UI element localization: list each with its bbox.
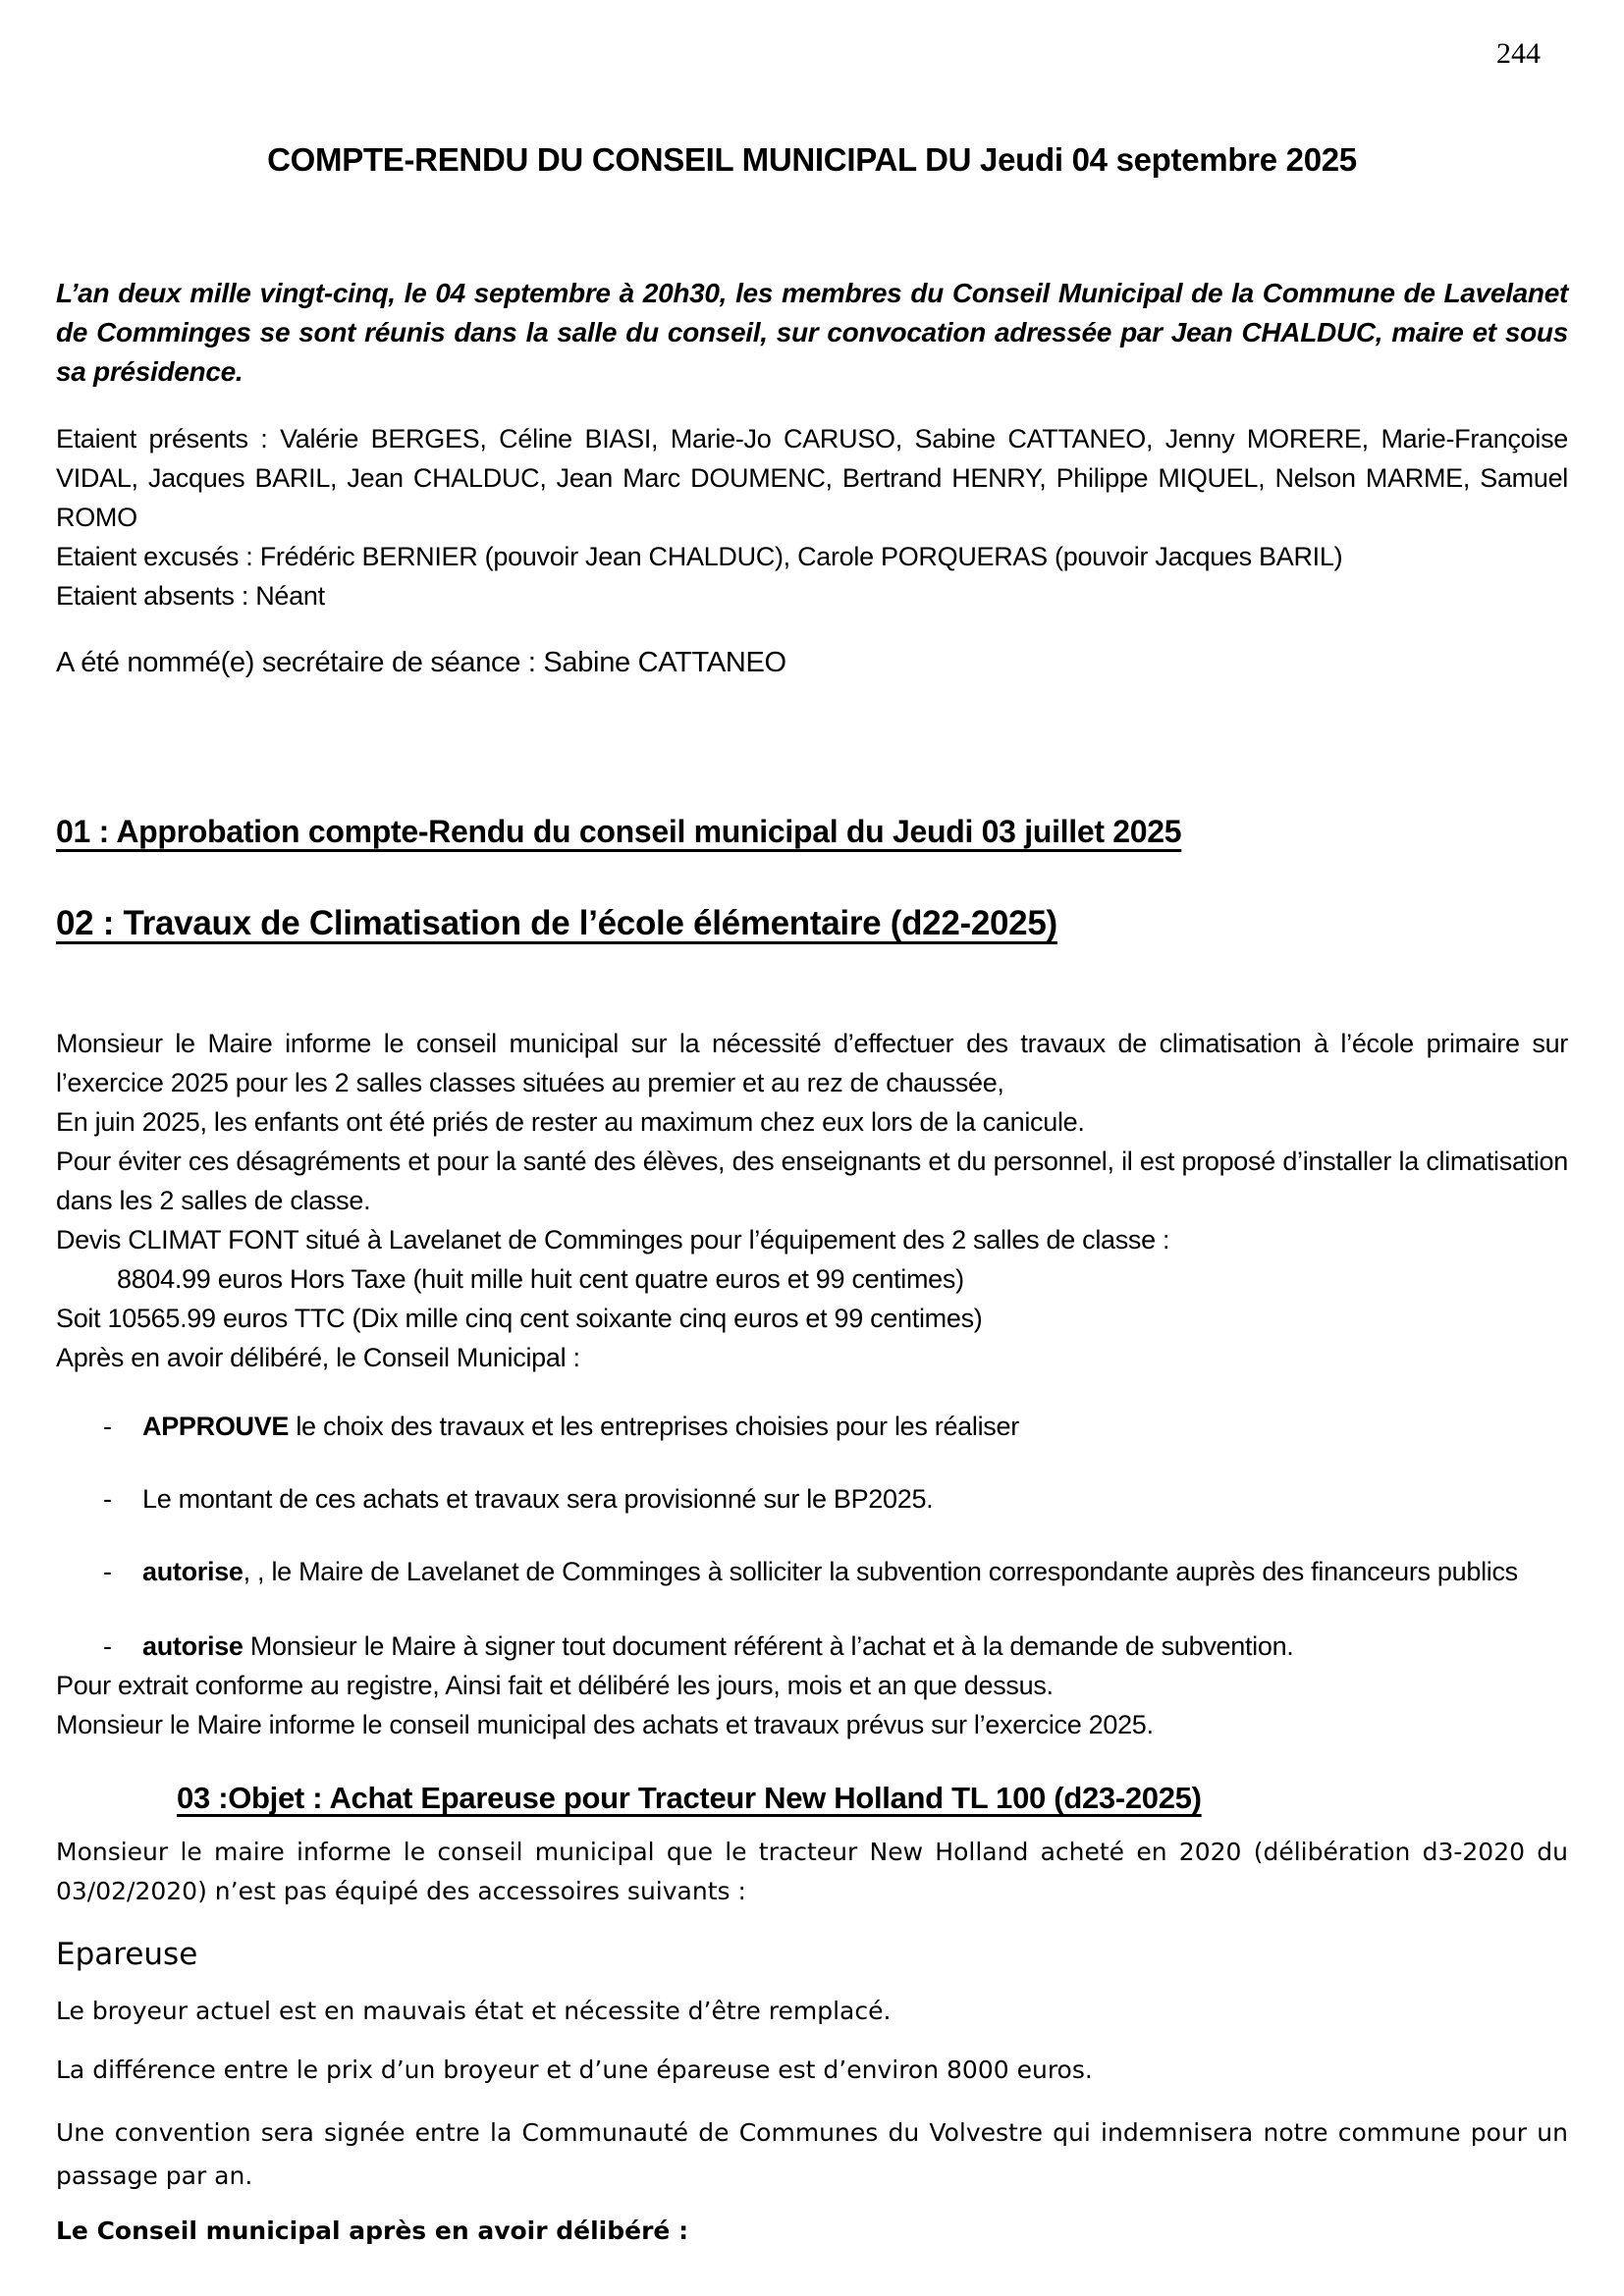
s02-closing-achats: Monsieur le Maire informe le conseil municipal des achats et travaux prévus sur l’exercice 2025. bbox=[56, 1710, 1154, 1739]
bullet-bold-lead: APPROUVE bbox=[142, 1412, 290, 1441]
s02-amount-ttc: Soit 10565.99 euros TTC (Dix mille cinq cent soixante cinq euros et 99 centimes) bbox=[56, 1304, 983, 1333]
document-title: COMPTE-RENDU DU CONSEIL MUNICIPAL DU Jeudi 04 septembre 2025 bbox=[267, 141, 1357, 178]
s02-closing-block bbox=[56, 1666, 1568, 1744]
s02-quote-block bbox=[56, 1220, 1568, 1377]
s02-paragraph-necessity: Monsieur le Maire informe le conseil municipal sur la nécessité d’effectuer des travaux de climatisation à l’école primaire sur l’exercice 2025 pour les 2 salles classes situées au premier et au rez de chaussée, bbox=[56, 1029, 1568, 1097]
s02-deliberation-intro: Après en avoir délibéré, le Conseil Municipal : bbox=[56, 1343, 580, 1372]
session-intro-paragraph: L’an deux mille vingt-cinq, le 04 septembre à 20h30, les membres du Conseil Municipal de la Commune de Lavelanet de Comminges se sont réunis dans la salle du conseil, sur convocation adressée par Jean CHALDUC, maire et sous sa présidence. bbox=[56, 278, 1568, 387]
section-02-heading: 02 : Travaux de Climatisation de l’école élémentaire (d22-2025) bbox=[56, 904, 1057, 942]
bullet-dash-marker: - bbox=[103, 1412, 112, 1441]
bullet-dash-marker: - bbox=[103, 1557, 112, 1586]
bullet-text: Le montant de ces achats et travaux sera provisionné sur le BP2025. bbox=[142, 1484, 934, 1514]
s03-subheading-epareuse: Epareuse bbox=[56, 1937, 198, 1972]
s03-deliberation-intro: Le Conseil municipal après en avoir délibéré : bbox=[56, 2216, 689, 2245]
s02-paragraph-june: En juin 2025, les enfants ont été priés de rester au maximum chez eux lors de la canicule. bbox=[56, 1107, 1085, 1137]
section-02-body bbox=[56, 1024, 1568, 1220]
s02-bullet-autorise-subvention bbox=[56, 1552, 1568, 1591]
bullet-text: le choix des travaux et les entreprises choisies pour les réaliser bbox=[289, 1412, 1019, 1441]
session-secretary: A été nommé(e) secrétaire de séance : Sabine CATTANEO bbox=[56, 647, 786, 678]
s03-paragraph-convention: Une convention sera signée entre la Communauté de Communes du Volvestre qui indemnisera notre commune pour un passage par an. bbox=[56, 2118, 1568, 2190]
s03-paragraph-tractor: Monsieur le maire informe le conseil municipal que le tracteur New Holland acheté en 2020 (délibération d3-2020 du 03/02/2020) n’est pas équipé des accessoires suivants : bbox=[56, 1838, 1568, 1905]
s02-bullet-montant bbox=[56, 1479, 1568, 1519]
section-03-heading: 03 :Objet : Achat Epareuse pour Tracteur New Holland TL 100 (d23-2025) bbox=[177, 1781, 1202, 1815]
bullet-dash-marker: - bbox=[103, 1631, 112, 1661]
s03-paragraph-broyeur: Le broyeur actuel est en mauvais état et nécessite d’être remplacé. bbox=[56, 1997, 892, 2025]
section-03-body bbox=[56, 1833, 1568, 2249]
page-number: 244 bbox=[1496, 37, 1541, 70]
attendees-present: Etaient présents : Valérie BERGES, Céline BIASI, Marie-Jo CARUSO, Sabine CATTANEO, Jenny MORERE, Marie-Françoise VIDAL, Jacques BARIL, Jean CHALDUC, Jean Marc DOUMENC, Bertrand HENRY, Philippe MIQUEL, Nelson MARME, Samuel ROMO bbox=[56, 424, 1568, 532]
bullet-text: Monsieur le Maire à signer tout document référent à l’achat et à la demande de subvention. bbox=[243, 1631, 1294, 1661]
bullet-dash-marker: - bbox=[103, 1484, 112, 1514]
s02-quote-line: Devis CLIMAT FONT situé à Lavelanet de Comminges pour l’équipement des 2 salles de classe : bbox=[56, 1225, 1170, 1255]
s02-bullet-autorise-signature bbox=[56, 1627, 1568, 1666]
s02-bullet-approuve bbox=[56, 1407, 1568, 1446]
bullet-bold-lead: autorise bbox=[142, 1557, 244, 1586]
bullet-text: , , le Maire de Lavelanet de Comminges à solliciter la subvention correspondante auprès des financeurs publics bbox=[243, 1557, 1518, 1586]
attendees-block bbox=[56, 419, 1568, 615]
attendees-excused: Etaient excusés : Frédéric BERNIER (pouvoir Jean CHALDUC), Carole PORQUERAS (pouvoir Jacques BARIL) bbox=[56, 542, 1343, 571]
s02-closing-extrait: Pour extrait conforme au registre, Ainsi fait et délibéré les jours, mois et an que dessus. bbox=[56, 1671, 1054, 1700]
s02-amount-ht: 8804.99 euros Hors Taxe (huit mille huit cent quatre euros et 99 centimes) bbox=[117, 1264, 964, 1294]
section-01-heading: 01 : Approbation compte-Rendu du conseil municipal du Jeudi 03 juillet 2025 bbox=[56, 814, 1182, 849]
attendees-absent: Etaient absents : Néant bbox=[56, 581, 325, 611]
s03-paragraph-difference: La différence entre le prix d’un broyeur et d’une épareuse est d’environ 8000 euros. bbox=[56, 2056, 1093, 2084]
s02-paragraph-proposal: Pour éviter ces désagréments et pour la santé des élèves, des enseignants et du personnel, il est proposé d’installer la climatisation dans les 2 salles de classe. bbox=[56, 1147, 1568, 1215]
bullet-bold-lead: autorise bbox=[142, 1631, 244, 1661]
